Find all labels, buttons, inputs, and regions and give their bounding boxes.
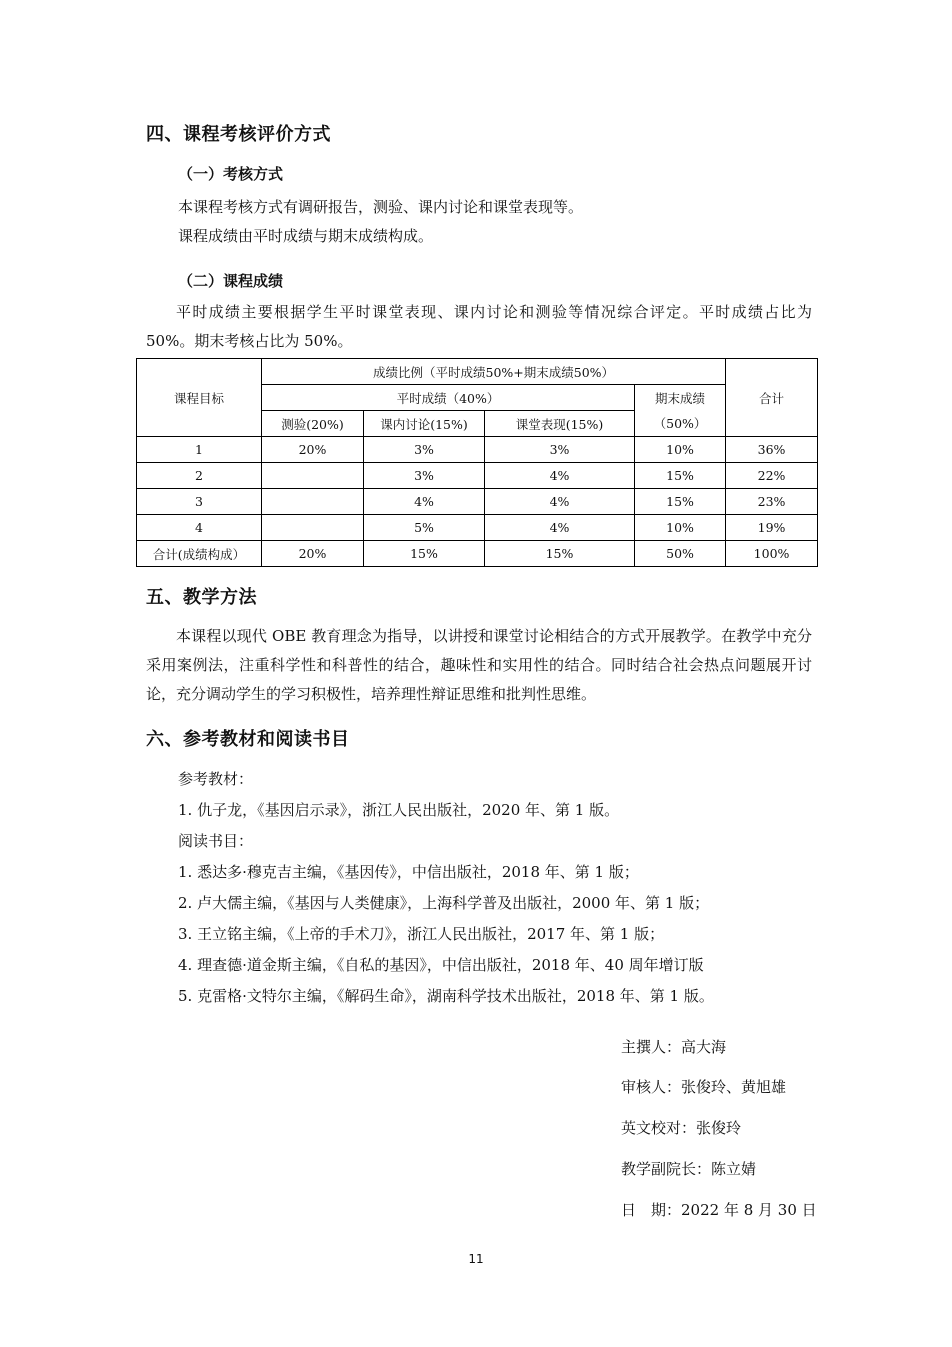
cell-final: 10%: [635, 437, 726, 463]
course-grade-paragraph: 平时成绩主要根据学生平时课堂表现、课内讨论和测验等情况综合评定。平时成绩占比为 50%。期末考核占比为 50%。: [146, 303, 812, 350]
signature-reviewer: 审核人：张俊玲、黄旭雄: [621, 1078, 787, 1096]
cell-discussion: 4%: [364, 489, 485, 515]
header-final-grade: [635, 385, 726, 437]
cell-total: 19%: [726, 515, 818, 541]
page-number: 11: [468, 1252, 484, 1266]
header-usual-grade: 平时成绩（40%）: [262, 385, 635, 411]
cell-discussion: 5%: [364, 515, 485, 541]
header-class-performance: 课堂表现(15%): [485, 411, 635, 437]
subsection-assessment-method: （一）考核方式: [178, 165, 284, 183]
header-final-grade-label: 期末成绩: [655, 390, 706, 406]
table-row: [137, 489, 818, 515]
cell-discussion: 3%: [364, 437, 485, 463]
cell-final: 10%: [635, 515, 726, 541]
cell-goal: 2: [137, 463, 262, 489]
cell-final: 15%: [635, 489, 726, 515]
reference-item: 1. 仇子龙，《基因启示录》，浙江人民出版社，2020 年、第 1 版。: [178, 801, 620, 819]
cell-class: 3%: [485, 437, 635, 463]
cell-total: 36%: [726, 437, 818, 463]
signature-date: 日 期：2022 年 8 月 30 日: [621, 1201, 817, 1219]
cell-discussion: 15%: [364, 541, 485, 567]
table-row: [137, 437, 818, 463]
header-quiz: 测验(20%): [262, 411, 364, 437]
cell-class: 4%: [485, 463, 635, 489]
section-6-title: 六、参考教材和阅读书目: [146, 729, 350, 750]
cell-total: 22%: [726, 463, 818, 489]
cell-final: 15%: [635, 463, 726, 489]
cell-class: 4%: [485, 515, 635, 541]
subsection-course-grade: （二）课程成绩: [178, 272, 284, 290]
cell-quiz: 20%: [262, 437, 364, 463]
signature-author: 主撰人：高大海: [621, 1038, 727, 1056]
reading-item: 5. 克雷格·文特尔主编，《解码生命》，湖南科学技术出版社，2018 年、第 1 版。: [178, 987, 714, 1005]
grade-ratio-table: [136, 358, 818, 567]
reading-item: 2. 卢大儒主编，《基因与人类健康》，上海科学普及出版社，2000 年、第 1 版；: [178, 894, 710, 912]
reference-label: 参考教材：: [178, 770, 254, 788]
header-total: 合计: [726, 359, 818, 437]
cell-quiz: [262, 463, 364, 489]
cell-quiz: 20%: [262, 541, 364, 567]
cell-total: 23%: [726, 489, 818, 515]
cell-total: 100%: [726, 541, 818, 567]
reading-item: 4. 理查德·道金斯主编，《自私的基因》，中信出版社，2018 年、40 周年增订版: [178, 956, 704, 974]
section-4-title: 四、课程考核评价方式: [146, 124, 331, 145]
cell-goal: 合计(成绩构成）: [137, 541, 262, 567]
reading-label: 阅读书目：: [178, 832, 254, 850]
signature-dean: 教学副院长：陈立婧: [621, 1160, 757, 1178]
cell-goal: 1: [137, 437, 262, 463]
cell-discussion: 3%: [364, 463, 485, 489]
cell-quiz: [262, 489, 364, 515]
cell-final: 50%: [635, 541, 726, 567]
table-row: [137, 515, 818, 541]
reading-item: 1. 悉达多·穆克吉主编，《基因传》，中信出版社，2018 年、第 1 版；: [178, 863, 639, 881]
cell-quiz: [262, 515, 364, 541]
assessment-method-text: 本课程考核方式有调研报告，测验、课内讨论和课堂表现等。: [178, 198, 584, 216]
teaching-method-paragraph: 本课程以现代 OBE 教育理念为指导，以讲授和课堂讨论相结合的方式开展教学。在教学中充分采用案例法，注重科学性和科普性的结合，趣味性和实用性的结合。同时结合社会热点问题展开讨论，充分调动学生的学习积极性，培养理性辩证思维和批判性思维。: [146, 627, 812, 703]
section-5-title: 五、教学方法: [146, 587, 257, 608]
header-final-grade-pct: （50%）: [653, 415, 707, 431]
cell-goal: 4: [137, 515, 262, 541]
cell-goal: 3: [137, 489, 262, 515]
grade-composition-text: 课程成绩由平时成绩与期末成绩构成。: [178, 227, 434, 245]
header-course-goal: 课程目标: [137, 359, 262, 437]
header-ratio: 成绩比例（平时成绩50%+期末成绩50%）: [262, 359, 726, 385]
signature-proofreader: 英文校对：张俊玲: [621, 1119, 742, 1137]
reading-item: 3. 王立铭主编，《上帝的手术刀》，浙江人民出版社，2017 年、第 1 版；: [178, 925, 665, 943]
cell-class: 15%: [485, 541, 635, 567]
table-row: [137, 463, 818, 489]
cell-class: 4%: [485, 489, 635, 515]
header-discussion: 课内讨论(15%): [364, 411, 485, 437]
table-row-total: [137, 541, 818, 567]
